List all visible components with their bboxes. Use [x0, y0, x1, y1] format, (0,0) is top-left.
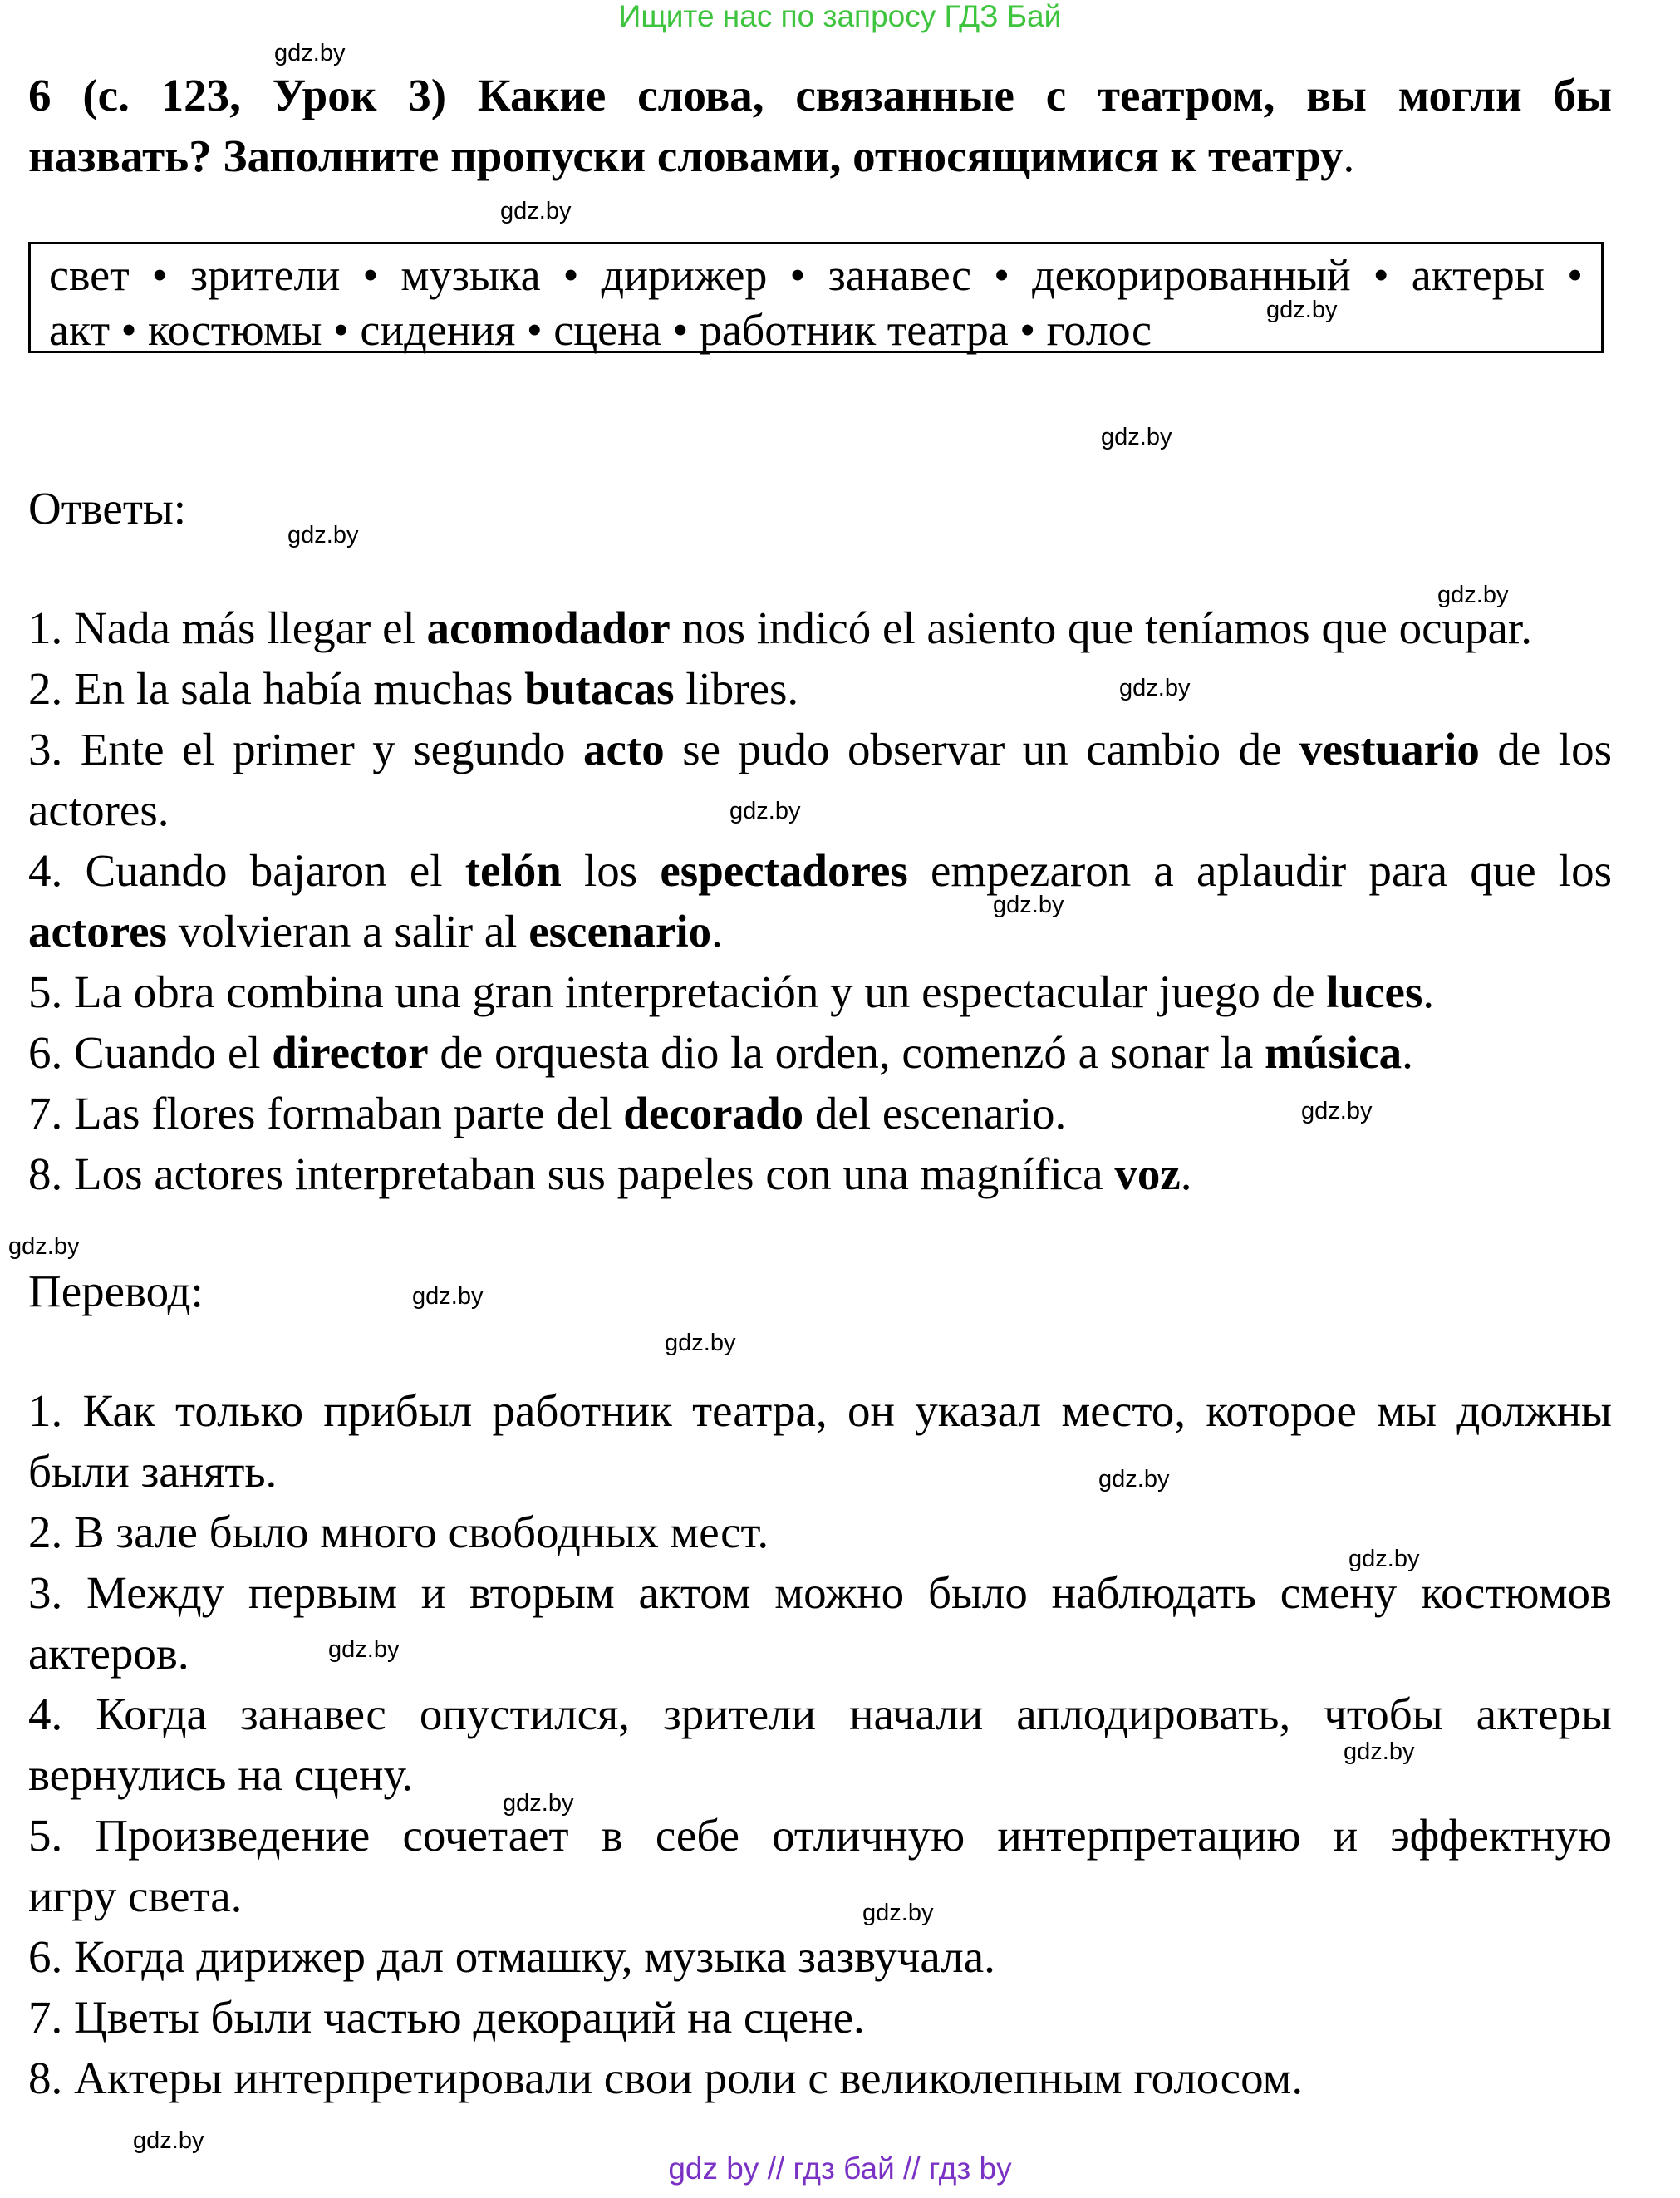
- watermark: gdz.by: [1119, 675, 1191, 701]
- answer-keyword: telón: [464, 845, 562, 896]
- answer-text: 7. Las flores formaban parte del: [28, 1088, 624, 1138]
- watermark: gdz.by: [665, 1330, 736, 1356]
- translation-line: 1. Как только прибыл работник театра, он указал место, которое мы должны: [28, 1385, 1612, 1436]
- task-title-period: .: [1343, 130, 1355, 181]
- answer-item: [28, 961, 1612, 1022]
- task-title-line: 6 (с. 123, Урок 3) Какие слова, связанные с театром, вы могли бы: [28, 70, 1612, 120]
- answer-text: .: [1422, 966, 1435, 1017]
- answer-text: se pudo observar un cambio de: [664, 724, 1300, 774]
- watermark: gdz.by: [1301, 1098, 1373, 1124]
- answer-item: [28, 1022, 1612, 1083]
- translation-line: вернулись на сцену.: [28, 1749, 414, 1800]
- translation-item: [28, 1805, 1612, 1926]
- translation-line: 8. Актеры интерпретировали свои роли с великолепным голосом.: [28, 2053, 1304, 2103]
- answer-text: los: [561, 845, 661, 896]
- word-bank-box: [28, 242, 1604, 353]
- answer-keyword: voz: [1114, 1148, 1181, 1199]
- answer-keyword: música: [1265, 1027, 1402, 1078]
- answer-keyword: acto: [583, 724, 665, 774]
- answer-keyword: acomodador: [426, 602, 671, 653]
- translation-line: игру света.: [28, 1871, 243, 1921]
- translation-item: [28, 1380, 1612, 1502]
- answer-keyword: decorado: [623, 1088, 804, 1138]
- answer-item: [28, 1143, 1612, 1204]
- translation-line: 4. Когда занавес опустился, зрители начали аплодировать, чтобы актеры: [28, 1689, 1612, 1739]
- answer-text: de los actores.: [28, 724, 1612, 835]
- answer-keyword: director: [272, 1027, 429, 1078]
- answer-text: 3. Ente el primer y segundo: [28, 724, 583, 774]
- translation-item: [28, 1684, 1612, 1805]
- watermark: gdz.by: [287, 522, 359, 548]
- answer-text: 6. Cuando el: [28, 1027, 273, 1078]
- answer-text: .: [711, 906, 723, 956]
- answer-text: del escenario.: [803, 1088, 1067, 1138]
- watermark: gdz.by: [412, 1283, 484, 1310]
- watermark: gdz.by: [274, 40, 346, 66]
- answer-item: [28, 658, 1612, 719]
- translation-line: 2. В зале было много свободных мест.: [28, 1507, 769, 1557]
- watermark: gdz.by: [1266, 297, 1338, 323]
- translation-heading: Перевод:: [28, 1266, 204, 1316]
- answer-text: de orquesta dio la orden, comenzó a sonar la: [428, 1027, 1265, 1078]
- top-banner-link[interactable]: Ищите нас по запросу ГДЗ Бай: [618, 0, 1062, 33]
- translation-line: актеров.: [28, 1628, 189, 1679]
- watermark: gdz.by: [993, 892, 1064, 918]
- watermark: gdz.by: [8, 1233, 80, 1260]
- answer-text: 5. La obra combina una gran interpretación y un espectacular juego de: [28, 966, 1327, 1017]
- translation-item: [28, 1987, 1612, 2048]
- answer-keyword: butacas: [524, 663, 675, 714]
- watermark: gdz.by: [862, 1900, 934, 1926]
- task-title: [28, 65, 1612, 186]
- answer-text: 4. Cuando bajaron el: [28, 845, 465, 896]
- translation-line: были занять.: [28, 1446, 278, 1497]
- answer-item: [28, 840, 1612, 961]
- word-bank-line: акт • костюмы • сидения • сцена • работник театра • голос: [49, 305, 1152, 355]
- watermark: gdz.by: [1101, 424, 1172, 450]
- translation-line: 7. Цветы были частью декораций на сцене.: [28, 1992, 865, 2043]
- answer-item: [28, 597, 1612, 658]
- answer-text: .: [1180, 1148, 1192, 1199]
- answer-keyword: escenario: [528, 906, 712, 956]
- translation-item: [28, 1562, 1612, 1684]
- translation-item: [28, 2048, 1612, 2108]
- answer-text: nos indicó el asiento que teníamos que ocupar.: [670, 602, 1532, 653]
- task-title-text: назвать? Заполните пропуски словами, относящимися к театру: [28, 130, 1344, 181]
- answer-text: libres.: [674, 663, 799, 714]
- answer-text: empezaron a aplaudir para que los: [907, 845, 1612, 896]
- bottom-banner-link[interactable]: gdz by // гдз бай // гдз by: [668, 2151, 1012, 2186]
- translation-line: 3. Между первым и вторым актом можно было наблюдать смену костюмов: [28, 1567, 1612, 1618]
- answer-text: 1. Nada más llegar el: [28, 602, 427, 653]
- answer-keyword: espectadores: [660, 845, 908, 896]
- answers-list: [28, 597, 1612, 1204]
- answer-item: [28, 1083, 1612, 1143]
- answer-item: [28, 719, 1612, 840]
- watermark: gdz.by: [503, 1790, 574, 1817]
- watermark: gdz.by: [328, 1636, 400, 1663]
- translation-line: 6. Когда дирижер дал отмашку, музыка зазвучала.: [28, 1931, 995, 1982]
- watermark: gdz.by: [500, 198, 572, 224]
- task-title-line: [28, 125, 1612, 186]
- translation-item: [28, 1502, 1612, 1562]
- watermark: gdz.by: [1348, 1546, 1420, 1572]
- answer-text: volvieran a salir al: [166, 906, 529, 956]
- watermark: gdz.by: [1098, 1466, 1170, 1492]
- watermark: gdz.by: [729, 798, 801, 824]
- watermark: gdz.by: [1344, 1738, 1415, 1765]
- answers-heading: Ответы:: [28, 483, 187, 534]
- answer-text: .: [1402, 1027, 1413, 1078]
- answer-text: 2. En la sala había muchas: [28, 663, 525, 714]
- word-bank-line: свет • зрители • музыка • дирижер • занавес • декорированный • актеры •: [49, 250, 1583, 300]
- translation-list: [28, 1380, 1612, 2108]
- watermark: gdz.by: [1437, 582, 1509, 608]
- answer-keyword: luces: [1326, 966, 1423, 1017]
- translation-item: [28, 1926, 1612, 1987]
- answer-text: 8. Los actores interpretaban sus papeles con una magnífica: [28, 1148, 1115, 1199]
- answer-keyword: vestuario: [1299, 724, 1480, 774]
- watermark: gdz.by: [133, 2127, 204, 2154]
- translation-line: 5. Произведение сочетает в себе отличную интерпретацию и эффектную: [28, 1810, 1612, 1861]
- answer-keyword: actores: [28, 906, 167, 956]
